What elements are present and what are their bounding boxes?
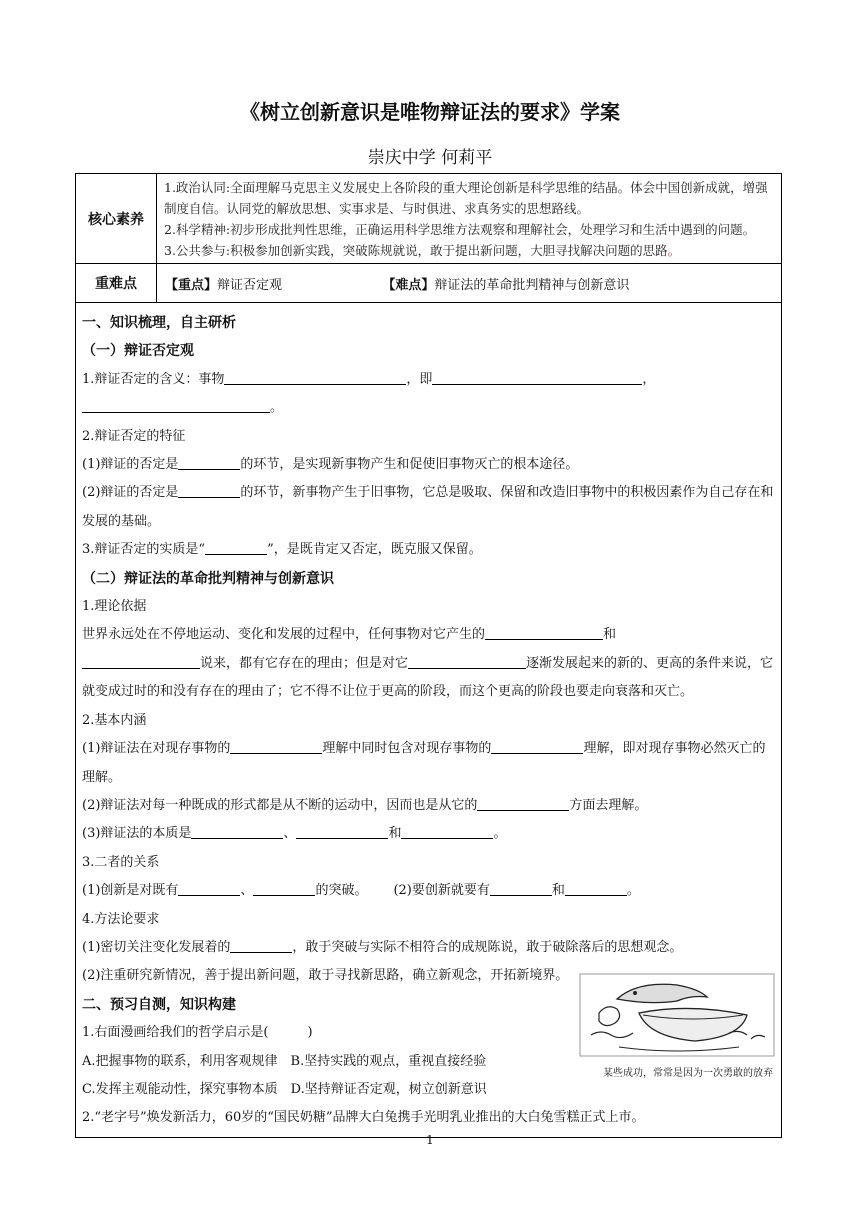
author-line: 崇庆中学 何莉平 — [367, 148, 493, 168]
blank[interactable] — [230, 937, 292, 953]
t4-2: (2)注重研究新情况，善于提出新问题，敢于寻找新思路，确立新观念，开拓新境界。 — [82, 968, 569, 984]
core-item-2: 2.科学精神:初步形成批判性思维，正确运用科学思维方法观察和理解社会，处理学习和生活中遇到的问题。 — [164, 222, 756, 237]
q2-2: (2)辩证的否定是 的环节，新事物产生于旧事物，它总是吸取、保留和改造旧事物中的积极因素作为自己存在和发展的基础。 — [82, 479, 775, 536]
core-literacy-label: 核心素养 — [76, 174, 157, 264]
t4-1: (1)密切关注变化发展着的 ，敢于突破与实际不相符合的成规陈说，敢于破除落后的思想观念。 — [82, 934, 775, 962]
t2-3: (3)辩证法的本质是 、 和 。 — [82, 820, 775, 848]
blank[interactable] — [191, 823, 283, 839]
blank[interactable] — [432, 369, 642, 385]
blank[interactable] — [401, 823, 493, 839]
blank[interactable] — [230, 738, 322, 754]
page-title: 《树立创新意识是唯物辩证法的要求》学案 — [240, 100, 620, 124]
blank[interactable] — [296, 823, 388, 839]
blank[interactable] — [565, 880, 627, 896]
blank[interactable] — [178, 482, 240, 498]
page-number: 1 — [426, 1133, 434, 1147]
t3-items: (1)创新是对既有 、 的突破。 (2)要创新就要有 和 。 — [82, 877, 775, 905]
q3: 3.辩证否定的实质是“ ”，是既肯定又否定，既克服又保留。 — [82, 536, 775, 564]
blank[interactable] — [82, 653, 200, 669]
t1-content: 世界永远处在不停地运动、变化和发展的过程中，任何事物对它产生的 和说来，都有它存在的理由；但是对它 逐渐发展起来的新的、更高的条件来说，它就变成过时的和没有存在的理由了；它不得不让位于更高的阶段，而这个更高的阶段也要走向衰落和灭亡。 — [82, 621, 775, 706]
study-content — [76, 303, 782, 1138]
t2-title: 2.基本内涵 — [82, 712, 147, 728]
quiz-q2: 2.“老字号”焕发新活力，60岁的“国民奶糖”品牌大白兔携手光明乳业推出的大白兔雪糕正式上市。 — [82, 1110, 645, 1126]
difficulty-text: 辩证法的革命批判精神与创新意识 — [434, 277, 630, 293]
t1-title: 1.理论依据 — [82, 599, 147, 615]
q1-line-2: 。 — [82, 394, 775, 422]
blank[interactable] — [205, 539, 267, 555]
key-points-label: 重难点 — [76, 264, 157, 303]
blank[interactable] — [485, 624, 603, 640]
blank[interactable] — [224, 369, 406, 385]
blank[interactable] — [178, 880, 240, 896]
t2-1: (1)辩证法在对现存事物的 理解中同时包含对现存事物的 理解，即对现存事物必然灭亡的理解。 — [82, 735, 775, 792]
quiz-q1: 1.右面漫画给我们的哲学启示是( ) — [82, 1025, 313, 1041]
focus-text: 辩证否定观 — [217, 277, 283, 293]
q1-line: 1.辩证否定的含义：事物 ，即 ， — [82, 366, 775, 394]
t4-title: 4.方法论要求 — [82, 911, 160, 927]
part-1-heading: （一）辩证否定观 — [82, 343, 194, 360]
core-item-3: 3.公共参与:积极参加创新实践，突破陈规就说，敢于提出新问题，大胆寻找解决问题的思路。 — [164, 243, 681, 258]
section-1-heading: 一、知识梳理，自主研析 — [82, 315, 236, 331]
blank[interactable] — [253, 880, 315, 896]
t2-2: (2)辩证法对每一种既成的形式都是从不断的运动中，因而也是从它的 方面去理解。 — [82, 792, 775, 820]
core-literacy-content — [157, 174, 782, 264]
focus-tag: 【重点】 — [165, 277, 218, 293]
study-plan-table — [75, 173, 782, 1138]
q2-1: (1)辩证的否定是 的环节，是实现新事物产生和促使旧事物灭亡的根本途径。 — [82, 451, 775, 479]
key-points-row — [76, 264, 782, 303]
quiz-q1-options-cd: C.发挥主观能动性，探究事物本质 D.坚持辩证否定观，树立创新意识 — [82, 1081, 487, 1097]
section-2-heading: 二、预习自测，知识构建 — [82, 996, 236, 1013]
difficulty-tag: 【难点】 — [382, 277, 435, 293]
blank[interactable] — [477, 795, 569, 811]
part-2-heading: （二）辩证法的革命批判精神与创新意识 — [82, 570, 334, 587]
blank[interactable] — [408, 653, 526, 669]
cartoon-image — [579, 973, 775, 1057]
blank[interactable] — [490, 880, 552, 896]
red-period: 。 — [667, 243, 681, 258]
cartoon-caption: 某些成功，常常是因为一次勇敢的放弃 — [603, 1068, 773, 1079]
core-literacy-row — [76, 174, 782, 264]
blank[interactable] — [178, 454, 240, 470]
blank[interactable] — [82, 397, 270, 413]
t3-title: 3.二者的关系 — [82, 854, 160, 870]
blank[interactable] — [491, 738, 583, 754]
quiz-q1-options-ab: A.把握事物的联系，利用客观规律 B.坚持实践的观点，重视直接经验 — [82, 1053, 487, 1069]
q2-title: 2.辩证否定的特征 — [82, 428, 186, 444]
core-item-1: 1.政治认同:全面理解马克思主义发展史上各阶段的重大理论创新是科学思维的结晶。体会中国创新成就，增强制度自信。认同党的解放思想、实事求是、与时俱进、求真务实的思想路线。 — [164, 180, 768, 216]
key-points-content — [157, 264, 782, 303]
study-content-row — [76, 303, 782, 1138]
